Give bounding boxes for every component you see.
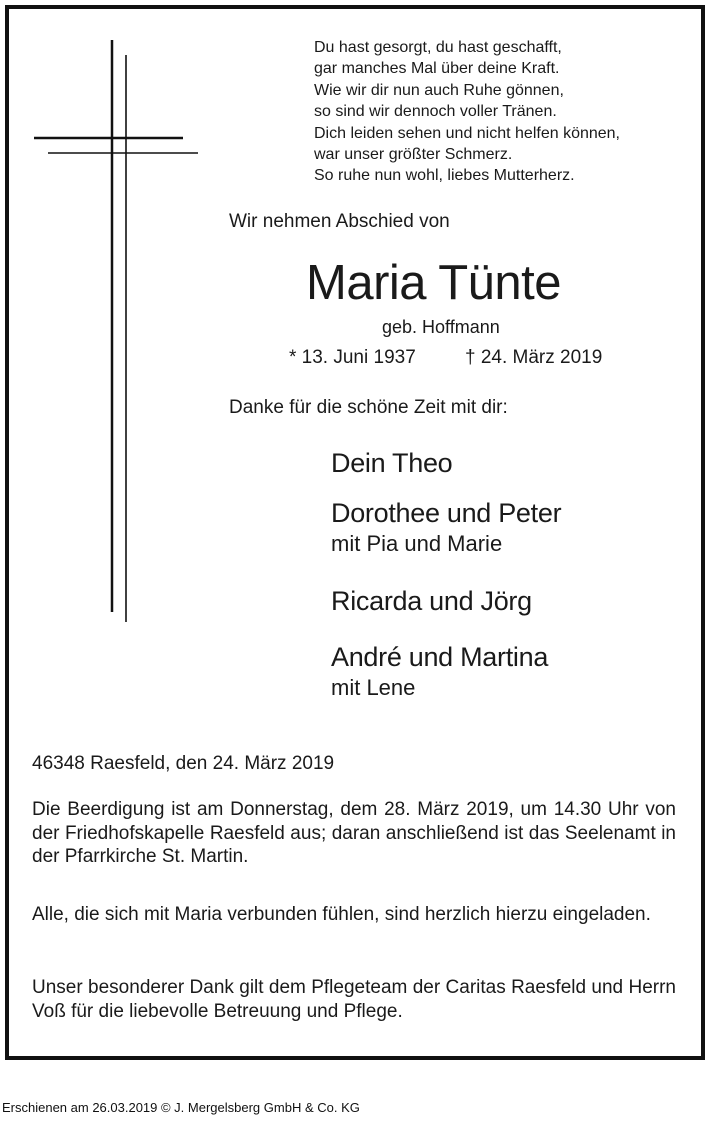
birth-date: * 13. Juni 1937 bbox=[289, 347, 416, 368]
poem-line: gar manches Mal über deine Kraft. bbox=[314, 60, 560, 78]
poem-line: war unser größter Schmerz. bbox=[314, 146, 513, 164]
thanks-line: Danke für die schöne Zeit mit dir: bbox=[229, 397, 508, 418]
mourner-entry bbox=[331, 446, 452, 480]
mourner-entry bbox=[331, 584, 532, 618]
poem-line: Wie wir dir nun auch Ruhe gönnen, bbox=[314, 81, 564, 99]
mourner-name: André und Martina bbox=[331, 642, 549, 672]
poem-line: Dich leiden sehen und nicht helfen können, bbox=[314, 124, 620, 142]
maiden-name: geb. Hoffmann bbox=[382, 317, 500, 337]
place-date: 46348 Raesfeld, den 24. März 2019 bbox=[32, 753, 335, 774]
mourner-family: mit Lene bbox=[331, 675, 416, 700]
poem bbox=[314, 37, 694, 187]
invitation-text: Alle, die sich mit Maria verbunden fühlen, sind herzlich hierzu eingeladen. bbox=[32, 904, 651, 925]
death-date: † 24. März 2019 bbox=[465, 347, 603, 368]
farewell-intro: Wir nehmen Abschied von bbox=[229, 211, 450, 232]
deceased-name: Maria Tünte bbox=[306, 256, 562, 310]
mourner-family: mit Pia und Marie bbox=[331, 531, 503, 556]
poem-line: Du hast gesorgt, du hast geschafft, bbox=[314, 39, 562, 56]
mourner-entry bbox=[331, 496, 561, 558]
mourner-name: Ricarda und Jörg bbox=[331, 586, 532, 616]
poem-line: So ruhe nun wohl, liebes Mutterherz. bbox=[314, 167, 575, 185]
mourner-name: Dein Theo bbox=[331, 448, 453, 478]
mourner-name: Dorothee und Peter bbox=[331, 498, 562, 528]
mourner-entry bbox=[331, 640, 548, 702]
poem-line: so sind wir dennoch voller Tränen. bbox=[314, 103, 557, 121]
publication-footer: Erschienen am 26.03.2019 © J. Mergelsberg GmbH & Co. KG bbox=[2, 1100, 360, 1115]
gratitude-text: Unser besonderer Dank gilt dem Pflegeteam der Caritas Raesfeld und Herrn Voß für die liebevolle Betreuung und Pflege. bbox=[32, 977, 676, 1022]
funeral-info: Die Beerdigung ist am Donnerstag, dem 28. März 2019, um 14.30 Uhr von der Friedhofskapelle Raesfeld aus; daran anschließend ist das Seelenamt in der Pfarrkirche St. Martin. bbox=[32, 799, 676, 867]
